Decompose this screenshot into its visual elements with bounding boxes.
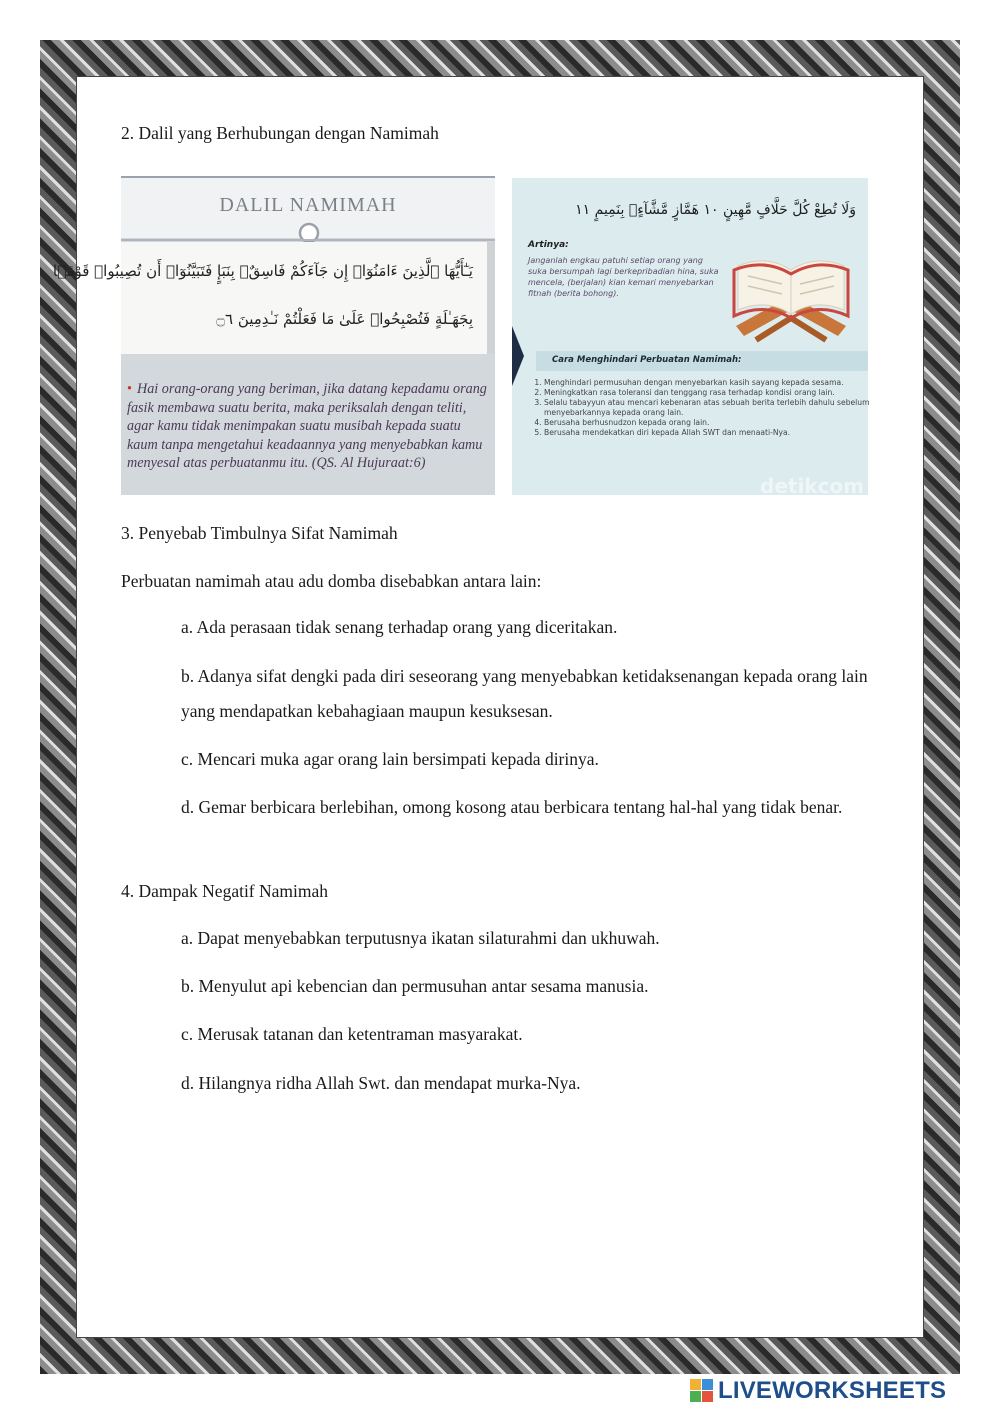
cara-label: Cara Menghindari Perbuatan Namimah: xyxy=(552,355,742,365)
panel-title: DALIL NAMIMAH xyxy=(219,194,397,216)
list-item: a. Ada perasaan tidak senang terhadap orang yang diceritakan. xyxy=(181,617,618,637)
list-item: c. Merusak tatanan dan ketentraman masyarakat. xyxy=(181,1024,523,1044)
heading-dampak: 4. Dampak Negatif Namimah xyxy=(121,881,329,901)
cara-item: 3. Selalu tabayyun atau mencari kebenaran atas sebuah berita terlebih dahulu sebelum menyebarkannya kepada orang lain. xyxy=(544,398,874,417)
liveworksheets-logo-icon xyxy=(690,1379,714,1403)
heading-dalil: 2. Dalil yang Berhubungan dengan Namimah xyxy=(121,123,439,143)
brand-text: LIVEWORKSHEETS xyxy=(718,1377,947,1404)
list-item: a. Dapat menyebabkan terputusnya ikatan silaturahmi dan ukhuwah. xyxy=(181,928,660,948)
image-watermark: detikcom xyxy=(760,474,865,498)
image-cara-menghindari xyxy=(512,178,870,498)
ayah-line-1: يَـٰٓأَيُّهَا ٱلَّذِينَ ءَامَنُوٓا۟ إِن جَآءَكُمْ فَاسِقٌۢ بِنَبَإٍ فَتَبَيَّنُوٓا۟ أَن تُصِيبُوا۟ قَوْمًۢا xyxy=(52,262,473,280)
decorative-triangle-icon xyxy=(512,326,524,386)
liveworksheets-brand[interactable] xyxy=(690,1376,946,1406)
artinya-text: Janganlah engkau patuhi setiap orang yang suka bersumpah lagi berkepribadian hina, suka mencela, (berjalan) kian kemari menyebarkan fitnah (berita bohong). xyxy=(528,256,719,298)
cara-item: 4. Berusaha berhusnudzon kepada orang lain. xyxy=(544,418,874,428)
ayah-box xyxy=(52,242,495,354)
quran-book-icon xyxy=(716,236,866,346)
image-dalil-namimah xyxy=(52,176,495,495)
bullet-icon: • xyxy=(127,381,132,397)
list-item: d. Gemar berbicara berlebihan, omong kosong atau berbicara tentang hal-hal yang tidak benar. xyxy=(181,797,843,817)
artinya-label: Artinya: xyxy=(528,240,569,250)
ayah-al-qalam: وَلَا تُطِعْ كُلَّ حَلَّافٍ مَّهِينٍ ١٠ هَمَّازٍ مَّشَّآءٍۭ بِنَمِيمٍ ١١ xyxy=(575,202,856,218)
penyebab-intro: Perbuatan namimah atau adu domba disebabkan antara lain: xyxy=(121,571,542,591)
cara-header-bar xyxy=(536,351,868,371)
list-item: c. Mencari muka agar orang lain bersimpati kepada dirinya. xyxy=(181,749,599,769)
cara-item: 5. Berusaha mendekatkan diri kepada Allah SWT dan menaati-Nya. xyxy=(544,428,874,438)
list-item: d. Hilangnya ridha Allah Swt. dan mendapat murka-Nya. xyxy=(181,1073,581,1093)
panel-separator xyxy=(121,239,495,241)
cara-item: 2. Meningkatkan rasa toleransi dan tenggang rasa terhadap kondisi orang lain. xyxy=(544,388,874,398)
heading-penyebab: 3. Penyebab Timbulnya Sifat Namimah xyxy=(121,523,398,543)
cara-list xyxy=(528,378,874,438)
list-item: b. Menyulut api kebencian dan permusuhan antar sesama manusia. xyxy=(181,976,649,996)
list-item: b. Adanya sifat dengki pada diri seseorang yang menyebabkan ketidaksenangan kepada orang lain yang mendapatkan kebahagiaan maupun kesuksesan. xyxy=(181,666,868,721)
cara-item: 1. Menghindari permusuhan dengan menyebarkan kasih sayang kepada sesama. xyxy=(544,378,874,388)
translation-text: Hai orang-orang yang beriman, jika datang kepadamu orang fasik membawa suatu berita, maka periksalah dengan teliti, agar kamu tidak menimpakan suatu musibah kepada suatu kaum tanpa mengetahui keadaannya yang menyebabkan kamu menyesal atas perbuatanmu itu. (QS. Al Hujuraat:6) xyxy=(127,381,487,471)
ayah-translation xyxy=(127,380,489,473)
ayah-line-2: بِجَهَـٰلَةٍ فَتُصْبِحُوا۟ عَلَىٰ مَا فَعَلْتُمْ نَـٰدِمِينَ ۝٦ xyxy=(216,310,473,328)
